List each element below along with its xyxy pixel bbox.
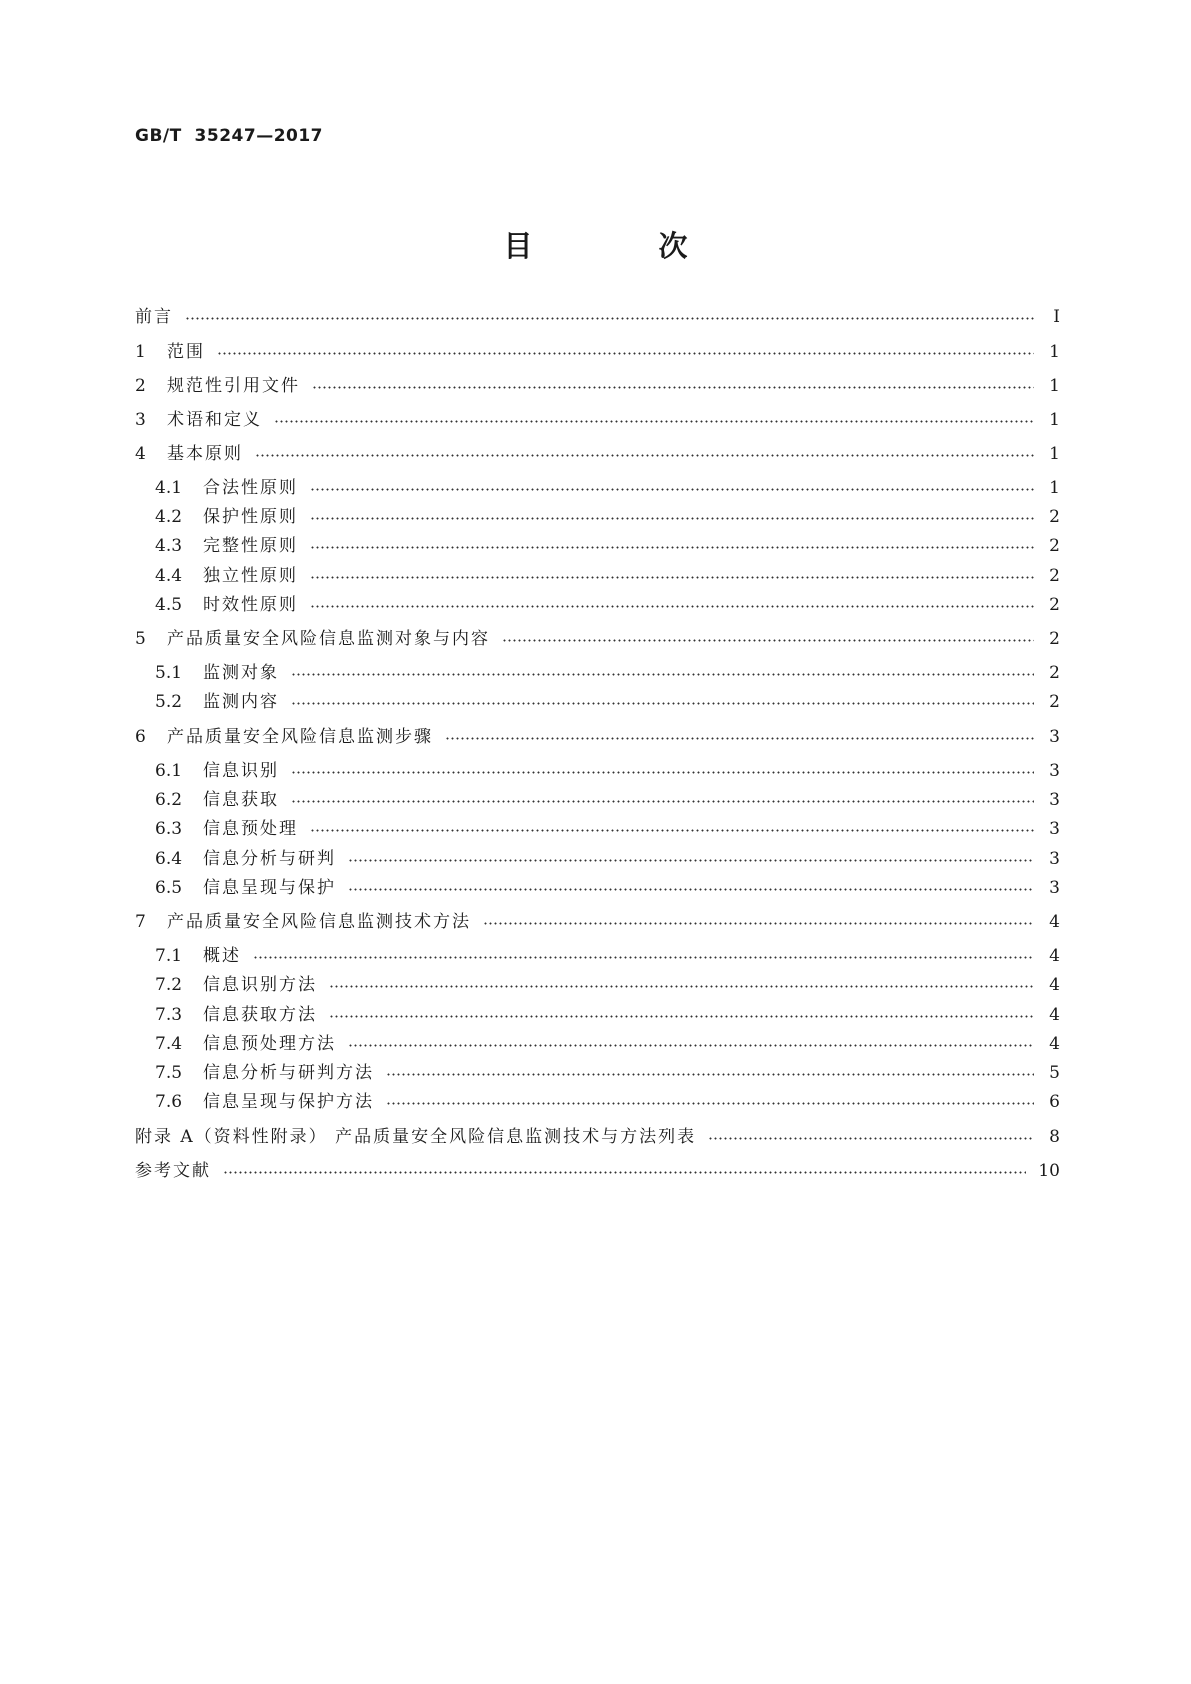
toc-entry-number: 4 — [135, 444, 146, 464]
toc-entry-page: 3 — [1049, 727, 1060, 747]
toc-entry-page: 5 — [1049, 1063, 1060, 1083]
toc-entry-number: 4.1 — [155, 478, 183, 498]
toc-entry-page: 2 — [1049, 595, 1060, 615]
dot-leader — [312, 386, 1034, 389]
toc-entry-5-1[interactable] — [155, 661, 1060, 685]
toc-entry-page: 3 — [1049, 819, 1060, 839]
toc-entry-number: 7.6 — [155, 1092, 183, 1112]
toc-entry-number: 6.3 — [155, 819, 183, 839]
toc-entry-4-5[interactable] — [155, 593, 1060, 617]
toc-entry-page: 2 — [1049, 663, 1060, 683]
toc-entry-1[interactable] — [135, 340, 1060, 364]
toc-entry-title: 前言 — [135, 307, 173, 327]
toc-entry-7[interactable] — [135, 910, 1060, 934]
toc-entry-4[interactable] — [135, 442, 1060, 466]
toc-entry-title: 信息呈现与保护方法 — [203, 1092, 374, 1112]
page-title: 目 次 — [503, 229, 746, 263]
toc-entry-number: 4.2 — [155, 507, 183, 527]
toc-entry-2[interactable] — [135, 374, 1060, 398]
dot-leader — [255, 454, 1034, 457]
toc-entry-page: 3 — [1049, 878, 1060, 898]
toc-entry-page: 2 — [1049, 692, 1060, 712]
toc-entry-6-5[interactable] — [155, 876, 1060, 900]
toc-entry-page: 4 — [1049, 1034, 1060, 1054]
toc-entry-title: 信息预处理 — [203, 819, 298, 839]
toc-entry-page: 6 — [1049, 1092, 1060, 1112]
dot-leader — [291, 702, 1034, 705]
toc-entry-title: 时效性原则 — [203, 595, 298, 615]
toc-entry-number: 4.3 — [155, 536, 183, 556]
dot-leader — [274, 420, 1034, 423]
toc-entry-number: 2 — [135, 376, 146, 396]
toc-entry-appendix-a[interactable] — [135, 1125, 1060, 1149]
toc-entry-3[interactable] — [135, 408, 1060, 432]
dot-leader — [291, 771, 1034, 774]
toc-entry-title: 产品质量安全风险信息监测步骤 — [167, 727, 433, 747]
toc-entry-5-2[interactable] — [155, 690, 1060, 714]
toc-entry-page: 3 — [1049, 849, 1060, 869]
dot-leader — [348, 888, 1034, 891]
table-of-contents — [135, 0, 1060, 1684]
dot-leader — [386, 1102, 1034, 1105]
toc-entry-7-1[interactable] — [155, 944, 1060, 968]
toc-entry-title: 范围 — [167, 342, 205, 362]
toc-entry-6-2[interactable] — [155, 788, 1060, 812]
toc-entry-page: 1 — [1049, 342, 1060, 362]
dot-leader — [185, 317, 1034, 320]
toc-entry-title: 基本原则 — [167, 444, 243, 464]
toc-entry-title: 保护性原则 — [203, 507, 298, 527]
toc-entry-title: 信息识别 — [203, 761, 279, 781]
toc-entry-page: 4 — [1049, 975, 1060, 995]
toc-entry-number: 6 — [135, 727, 146, 747]
toc-entry-references[interactable] — [135, 1159, 1060, 1183]
dot-leader — [310, 546, 1034, 549]
toc-entry-title: 监测对象 — [203, 663, 279, 683]
toc-entry-title: 独立性原则 — [203, 566, 298, 586]
standard-code: GB/T 35247—2017 — [135, 126, 324, 146]
toc-entry-6-3[interactable] — [155, 817, 1060, 841]
toc-entry-page: 1 — [1049, 410, 1060, 430]
toc-entry-page: 4 — [1049, 1005, 1060, 1025]
dot-leader — [348, 859, 1034, 862]
dot-leader — [348, 1044, 1034, 1047]
dot-leader — [310, 488, 1034, 491]
dot-leader — [310, 517, 1034, 520]
toc-entry-title: 信息预处理方法 — [203, 1034, 336, 1054]
toc-entry-title: 信息获取 — [203, 790, 279, 810]
toc-entry-title: 信息获取方法 — [203, 1005, 317, 1025]
toc-entry-page: 8 — [1049, 1127, 1060, 1147]
toc-entry-number: 6.1 — [155, 761, 183, 781]
dot-leader — [310, 829, 1034, 832]
toc-entry-foreword[interactable] — [135, 305, 1060, 329]
toc-entry-number: 7.1 — [155, 946, 183, 966]
toc-entry-title: 术语和定义 — [167, 410, 262, 430]
toc-entry-page: 10 — [1038, 1161, 1060, 1181]
dot-leader — [708, 1137, 1034, 1140]
toc-entry-number: 3 — [135, 410, 146, 430]
toc-entry-number: 7.2 — [155, 975, 183, 995]
toc-entry-page: 2 — [1049, 566, 1060, 586]
toc-entry-number: 5 — [135, 629, 146, 649]
toc-entry-4-1[interactable] — [155, 476, 1060, 500]
toc-entry-page: 4 — [1049, 946, 1060, 966]
toc-entry-7-3[interactable] — [155, 1003, 1060, 1027]
toc-entry-number: 1 — [135, 342, 146, 362]
toc-entry-number: 4.4 — [155, 566, 183, 586]
dot-leader — [223, 1171, 1026, 1174]
dot-leader — [483, 922, 1034, 925]
toc-entry-number: 5.2 — [155, 692, 183, 712]
toc-entry-title: 信息分析与研判方法 — [203, 1063, 374, 1083]
toc-entry-4-3[interactable] — [155, 534, 1060, 558]
toc-entry-page: 1 — [1049, 376, 1060, 396]
dot-leader — [310, 605, 1034, 608]
dot-leader — [329, 985, 1034, 988]
toc-entry-number: 7.5 — [155, 1063, 183, 1083]
toc-entry-title: 产品质量安全风险信息监测对象与内容 — [167, 629, 490, 649]
toc-entry-7-4[interactable] — [155, 1032, 1060, 1056]
dot-leader — [291, 800, 1034, 803]
toc-entry-number: 6.4 — [155, 849, 183, 869]
toc-entry-title: 信息识别方法 — [203, 975, 317, 995]
toc-entry-page: 2 — [1049, 629, 1060, 649]
toc-entry-number: 6.5 — [155, 878, 183, 898]
toc-entry-page: 2 — [1049, 536, 1060, 556]
toc-entry-number: 7 — [135, 912, 146, 932]
toc-entry-title: 监测内容 — [203, 692, 279, 712]
toc-entry-title: 规范性引用文件 — [167, 376, 300, 396]
toc-entry-page: 1 — [1049, 444, 1060, 464]
toc-entry-5[interactable] — [135, 627, 1060, 651]
toc-entry-title: 附录 A（资料性附录） 产品质量安全风险信息监测技术与方法列表 — [135, 1127, 697, 1147]
toc-entry-title: 概述 — [203, 946, 241, 966]
toc-entry-7-6[interactable] — [155, 1090, 1060, 1114]
toc-entry-page: 1 — [1049, 478, 1060, 498]
dot-leader — [291, 673, 1034, 676]
toc-entry-7-2[interactable] — [155, 973, 1060, 997]
toc-entry-title: 参考文献 — [135, 1161, 211, 1181]
toc-entry-title: 信息分析与研判 — [203, 849, 336, 869]
toc-entry-title: 信息呈现与保护 — [203, 878, 336, 898]
toc-entry-6-1[interactable] — [155, 759, 1060, 783]
dot-leader — [310, 576, 1034, 579]
toc-entry-7-5[interactable] — [155, 1061, 1060, 1085]
toc-entry-6[interactable] — [135, 725, 1060, 749]
toc-entry-title: 产品质量安全风险信息监测技术方法 — [167, 912, 471, 932]
toc-entry-title: 合法性原则 — [203, 478, 298, 498]
toc-entry-number: 7.3 — [155, 1005, 183, 1025]
toc-entry-number: 5.1 — [155, 663, 183, 683]
toc-entry-page: Ⅰ — [1053, 307, 1060, 327]
toc-entry-6-4[interactable] — [155, 847, 1060, 871]
toc-entry-4-2[interactable] — [155, 505, 1060, 529]
toc-entry-4-4[interactable] — [155, 564, 1060, 588]
toc-entry-page: 3 — [1049, 790, 1060, 810]
dot-leader — [502, 639, 1034, 642]
dot-leader — [217, 352, 1034, 355]
dot-leader — [329, 1015, 1034, 1018]
toc-entry-title: 完整性原则 — [203, 536, 298, 556]
dot-leader — [386, 1073, 1034, 1076]
toc-entry-page: 3 — [1049, 761, 1060, 781]
toc-entry-page: 4 — [1049, 912, 1060, 932]
toc-entry-number: 7.4 — [155, 1034, 183, 1054]
toc-entry-number: 6.2 — [155, 790, 183, 810]
dot-leader — [445, 737, 1034, 740]
toc-entry-number: 4.5 — [155, 595, 183, 615]
dot-leader — [253, 956, 1034, 959]
toc-entry-page: 2 — [1049, 507, 1060, 527]
